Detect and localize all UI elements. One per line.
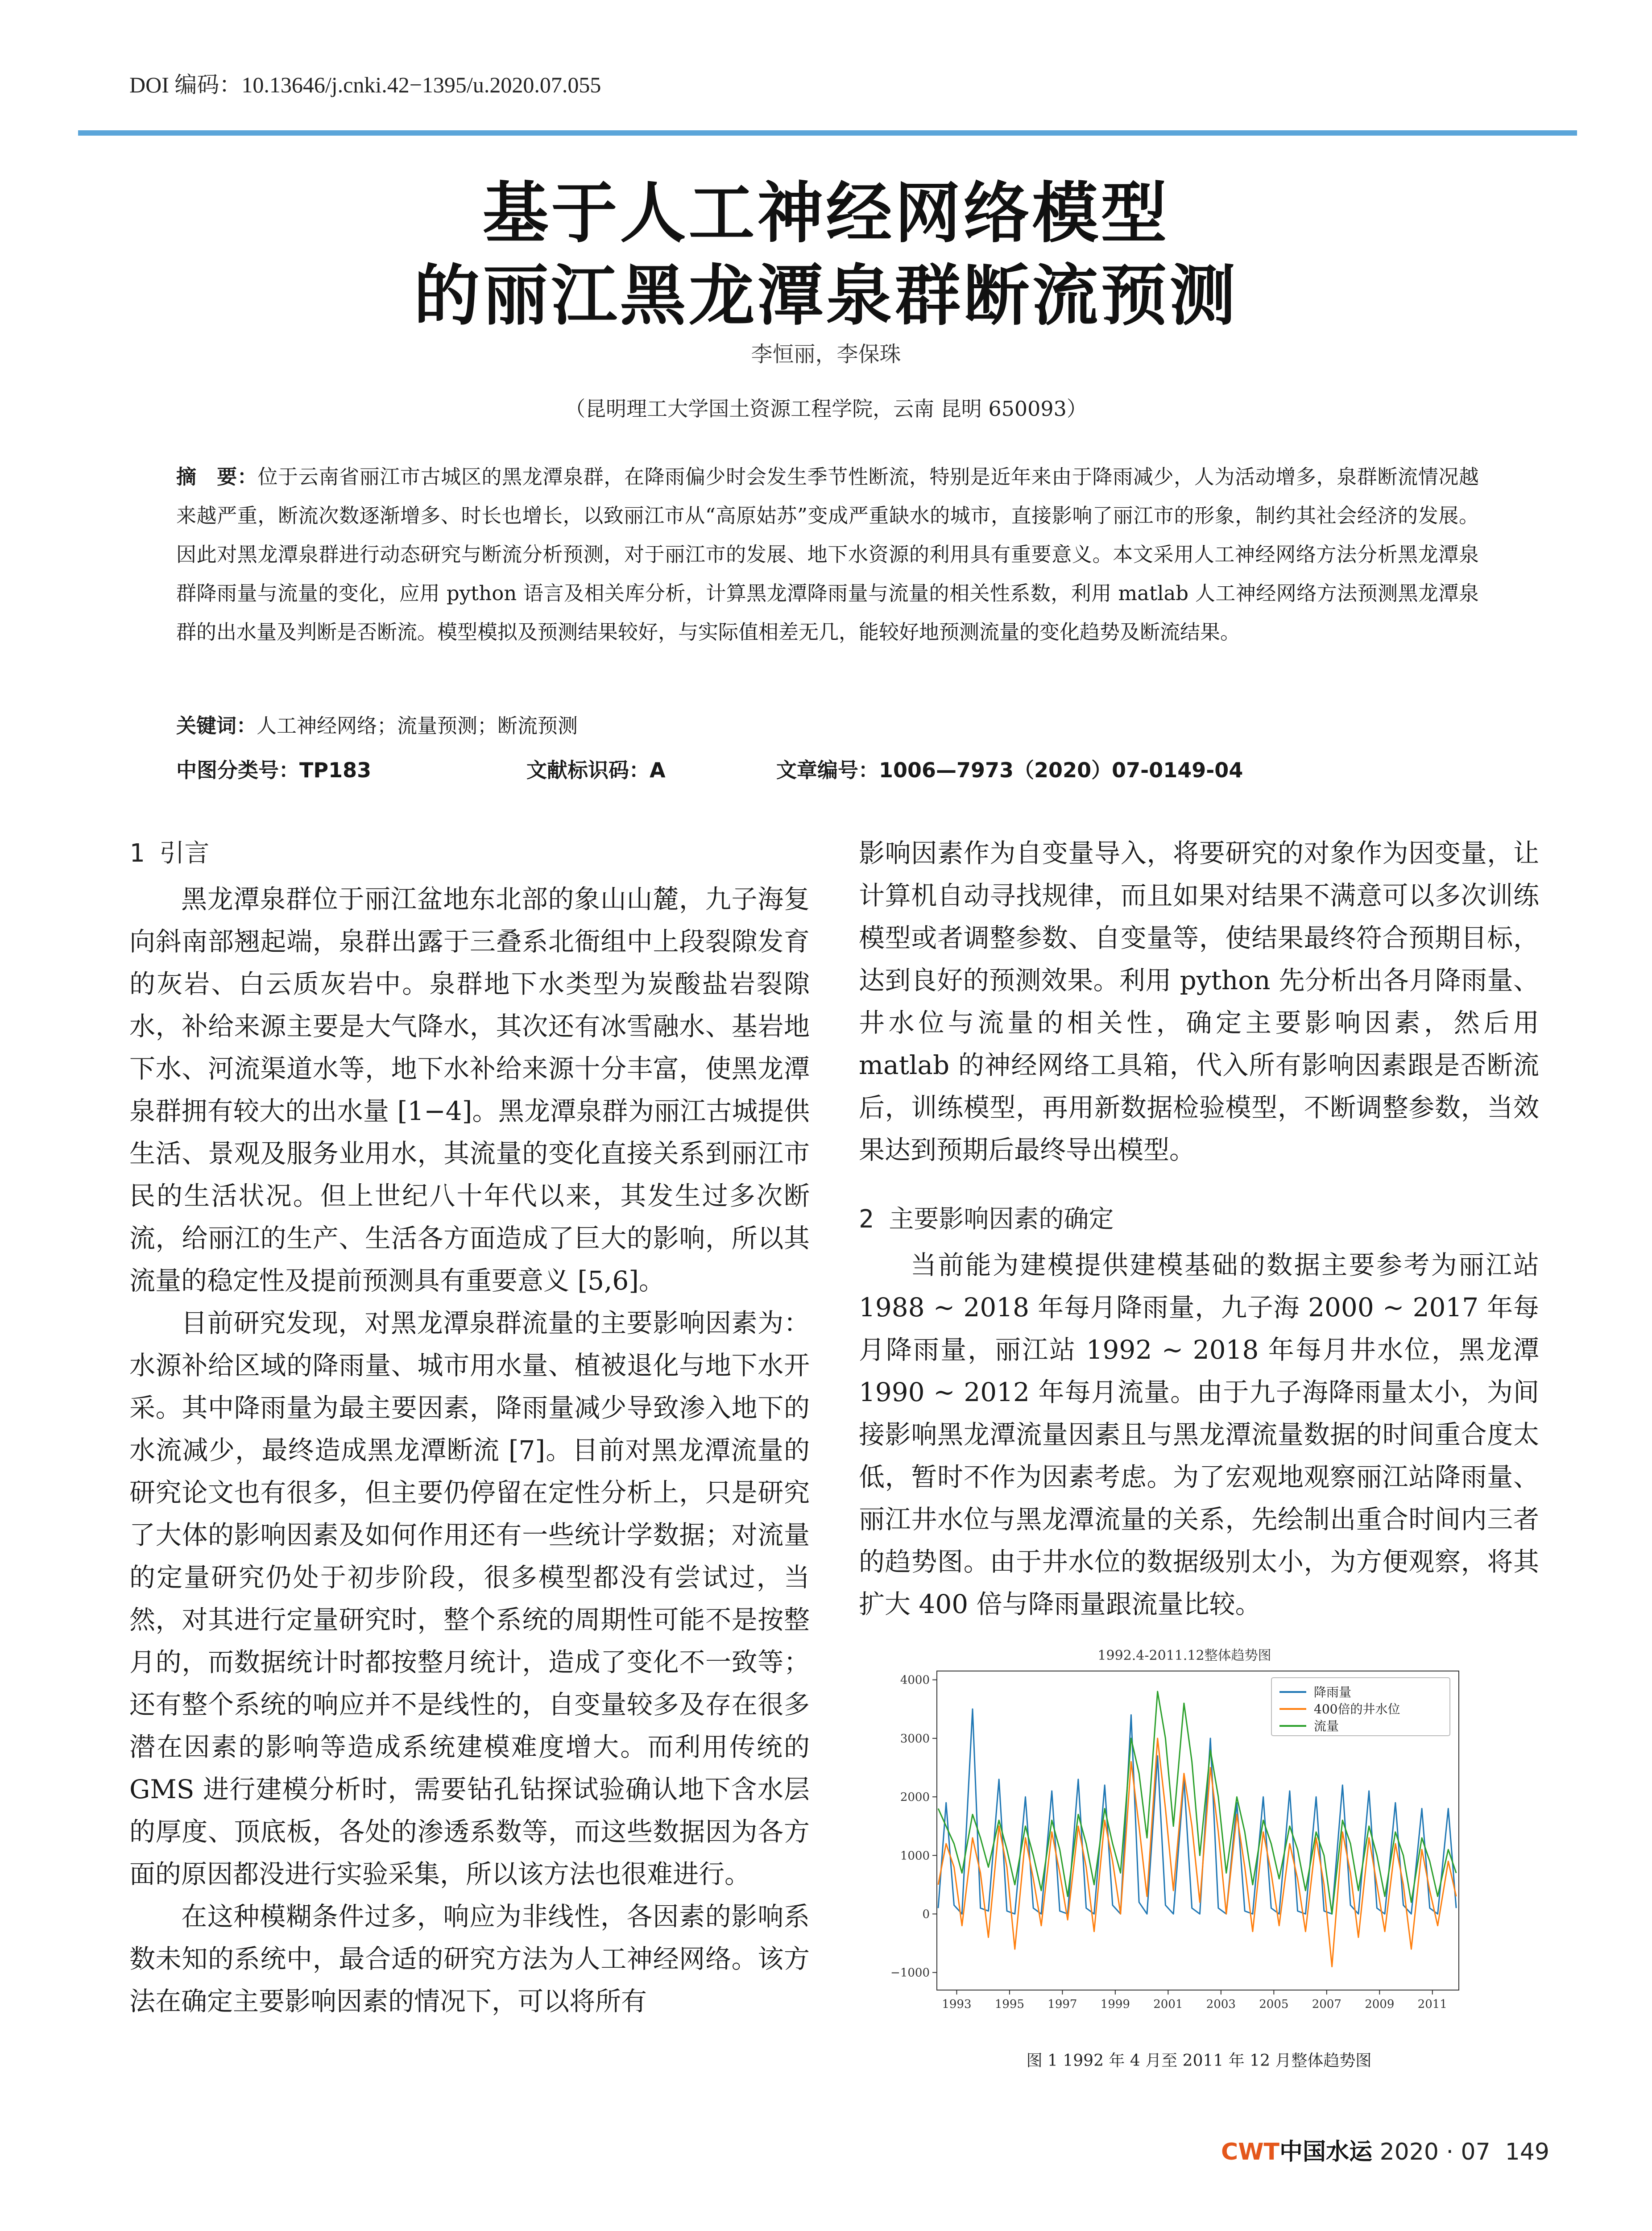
paragraph-4: 当前能为建模提供建模基础的数据主要参考为丽江站 1988 ~ 2018 年每月降雨量，九子海 2000 ~ 2017 年每月降雨量，丽江站 1992 ~ 2018 年每月井水位，黑龙潭 1990 ~ 2012 年每月流量。由于九子海降雨量太小，为间接影响黑龙潭流量因素且与黑龙潭流量数据的时间重合度太低，暂时不作为因素考虑。为了宏观地观察丽江站降雨量、丽江井水位与黑龙潭流量的关系，先绘制出重合时间内三者的趋势图。由于井水位的数据级别太小，为方便观察，将其扩大 400 倍与降雨量跟流量比较。	[859, 1250, 1539, 1619]
y-tick-label: 4000	[900, 1673, 930, 1687]
x-tick-label: 1999	[1100, 1998, 1130, 2011]
keywords-text: 人工神经网络；流量预测；断流预测	[257, 714, 578, 738]
legend-label-flow: 流量	[1314, 1719, 1339, 1733]
paragraph-3: 在这种模糊条件过多，响应为非线性，各因素的影响系数未知的系统中，最合适的研究方法为人工神经网络。该方法在确定主要影响因素的情况下，可以将所有	[129, 1901, 810, 2016]
abstract-label: 摘 要：	[176, 465, 258, 489]
paragraph-2: 目前研究发现，对黑龙潭泉群流量的主要影响因素为：水源补给区域的降雨量、城市用水量、植被退化与地下水开采。其中降雨量为最主要因素，降雨量减少导致渗入地下的水流减少，最终造成黑龙潭断流 [7]。目前对黑龙潭流量的研究论文也有很多，但主要仍停留在定性分析上，只是研究了大体的影响因素及如何作用还有一些统计学数据；对流量的定量研究仍处于初步阶段，很多模型都没有尝试过，当然，对其进行定量研究时，整个系统的周期性可能不是按整月的，而数据统计时都按整月统计，造成了变化不一致等；还有整个系统的响应并不是线性的，自变量较多及存在很多潜在因素的影响等造成系统建模难度增大。而利用传统的 GMS 进行建模分析时，需要钻孔钻探试验确认地下含水层的厚度、顶底板，各处的渗透系数等，而这些数据因为各方面的原因都没进行实验采集，所以该方法也很难进行。	[129, 1308, 810, 1889]
y-axis	[890, 1674, 937, 1980]
footer-issue: 2020 · 07	[1379, 2139, 1491, 2165]
page-number: 149	[1505, 2139, 1549, 2165]
x-axis	[942, 1990, 1447, 2011]
x-tick-label: 1993	[942, 1998, 972, 2011]
abstract-text: 位于云南省丽江市古城区的黑龙潭泉群，在降雨偏少时会发生季节性断流，特别是近年来由于降雨减少，人为活动增多，泉群断流情况越来越严重，断流次数逐渐增多、时长也增长，以致丽江市从“高原姑苏”变成严重缺水的城市，直接影响了丽江市的形象，制约其社会经济的发展。因此对黑龙潭泉群进行动态研究与断流分析预测，对于丽江市的发展、地下水资源的利用具有重要意义。本文采用人工神经网络方法分析黑龙潭泉群降雨量与流量的变化，应用 python 语言及相关库分析，计算黑龙潭降雨量与流量的相关性系数，利用 matlab 人工神经网络方法预测黑龙潭泉群的出水量及判断是否断流。模型模拟及预测结果较好，与实际值相差无几，能较好地预测流量的变化趋势及断流结果。	[176, 465, 1479, 644]
y-tick-label: 0	[922, 1908, 930, 1921]
x-tick-label: 1995	[994, 1998, 1024, 2011]
authors: 李恒丽，李保珠	[751, 342, 901, 367]
paper-title-line-2: 的丽江黑龙潭泉群断流预测	[414, 257, 1238, 334]
section-1-title: 1 引言	[129, 839, 210, 868]
x-tick-label: 2011	[1417, 1998, 1447, 2011]
clc-number: 中图分类号：TP183	[176, 758, 372, 782]
y-tick-label: −1000	[890, 1966, 930, 1980]
affiliation: （昆明理工大学国土资源工程学院，云南 昆明 650093）	[565, 397, 1087, 421]
paper-title-line-1: 基于人工神经网络模型	[482, 175, 1170, 252]
paragraph-1: 黑龙潭泉群位于丽江盆地东北部的象山山麓，九子海复向斜南部翘起端，泉群出露于三叠系北衙组中上段裂隙发育的灰岩、白云质灰岩中。泉群地下水类型为炭酸盐岩裂隙水，补给来源主要是大气降水，其次还有冰雪融水、基岩地下水、河流渠道水等，地下水补给来源十分丰富，使黑龙潭泉群拥有较大的出水量 [1−4]。黑龙潭泉群为丽江古城提供生活、景观及服务业用水，其流量的变化直接关系到丽江市民的生活状况。但上世纪八十年代以来，其发生过多次断流，给丽江的生产、生活各方面造成了巨大的影响，所以其流量的稳定性及提前预测具有重要意义 [5,6]。	[129, 884, 810, 1296]
document-code: 文献标识码：A	[526, 758, 666, 782]
right-column	[859, 832, 1539, 1626]
chart-title: 1992.4-2011.12整体趋势图	[1097, 1648, 1271, 1663]
trend-chart	[890, 1646, 1472, 2026]
paragraph-3-continued: 影响因素作为自变量导入，将要研究的对象作为因变量，让计算机自动寻找规律，而且如果对结果不满意可以多次训练模型或者调整参数、自变量等，使结果最终符合预期目标，达到良好的预测效果。利用 python 先分析出各月降雨量、井水位与流量的相关性，确定主要影响因素，然后用 matlab 的神经网络工具箱，代入所有影响因素跟是否断流后，训练模型，再用新数据检验模型，不断调整参数，当效果达到预期后最终导出模型。	[859, 838, 1539, 1165]
footer-brand-en: CWT	[1221, 2139, 1280, 2165]
footer-brand-cn: 中国水运	[1279, 2139, 1373, 2165]
x-tick-label: 2003	[1206, 1998, 1236, 2011]
x-tick-label: 2005	[1259, 1998, 1289, 2011]
article-number: 文章编号：1006—7973（2020）07-0149-04	[776, 758, 1243, 782]
x-tick-label: 1997	[1048, 1998, 1077, 2011]
legend	[1271, 1678, 1450, 1736]
legend-label-rainfall: 降雨量	[1314, 1685, 1352, 1700]
header-rule	[78, 130, 1577, 136]
x-tick-label: 2001	[1153, 1998, 1183, 2011]
page-footer	[1221, 2133, 1549, 2166]
doi-line: DOI 编码：10.13646/j.cnki.42−1395/u.2020.07.055	[129, 72, 601, 97]
figure-caption: 图 1 1992 年 4 月至 2011 年 12 月整体趋势图	[1026, 2052, 1372, 2070]
x-tick-label: 2009	[1365, 1998, 1395, 2011]
keywords-label: 关键词：	[176, 714, 257, 738]
series-line-1	[938, 1738, 1456, 1967]
keywords	[176, 709, 578, 738]
y-tick-label: 1000	[900, 1849, 930, 1863]
y-tick-label: 3000	[900, 1732, 930, 1746]
y-tick-label: 2000	[900, 1791, 930, 1804]
legend-label-well: 400倍的井水位	[1314, 1702, 1400, 1717]
abstract	[176, 457, 1479, 651]
left-column	[129, 832, 810, 2023]
section-2-title: 2 主要影响因素的确定	[859, 1205, 1114, 1234]
x-tick-label: 2007	[1312, 1998, 1341, 2011]
